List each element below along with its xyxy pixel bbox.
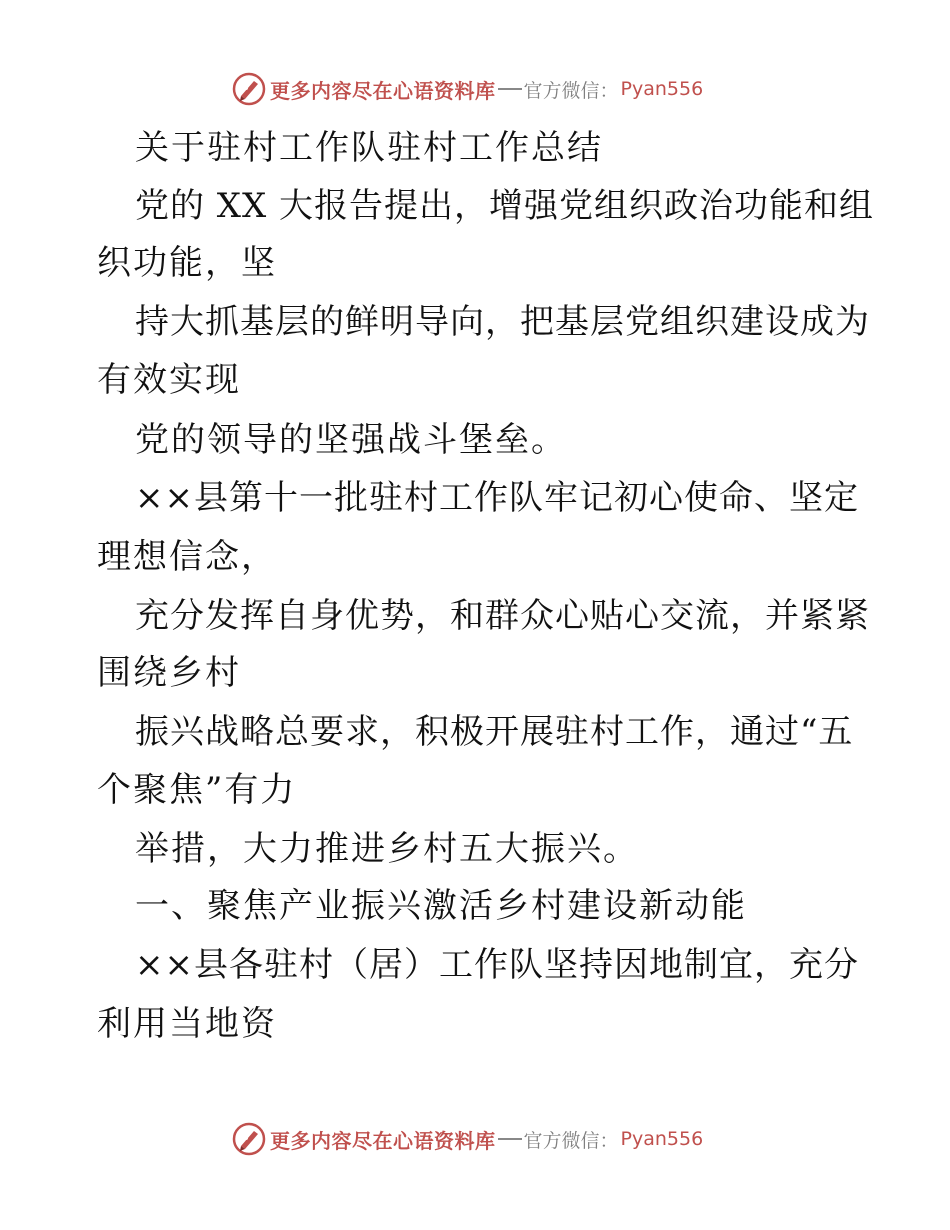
pen-logo-icon bbox=[232, 72, 266, 106]
watermark-footer bbox=[232, 1122, 732, 1156]
watermark-dash bbox=[498, 1138, 522, 1140]
watermark-id-text: Pyan556 bbox=[620, 1128, 704, 1150]
paragraph-line: 党的领导的坚强战斗堡垒。 bbox=[135, 420, 567, 460]
paragraph-line: 持大抓基层的鲜明导向，把基层党组织建设成为 bbox=[135, 302, 870, 342]
section-heading: 一、聚焦产业振兴激活乡村建设新动能 bbox=[135, 886, 747, 926]
watermark-dash bbox=[498, 88, 522, 90]
watermark-main-text: 更多内容尽在心语资料库 bbox=[270, 78, 496, 103]
paragraph-line: ××县第十一批驻村工作队牢记初心使命、坚定 bbox=[135, 478, 859, 518]
paragraph-line: 个聚焦”有力 bbox=[97, 770, 297, 810]
watermark-sub-text: 官方微信： bbox=[523, 79, 619, 102]
pen-logo-icon bbox=[232, 1122, 266, 1156]
watermark-sub-text: 官方微信： bbox=[523, 1129, 619, 1152]
watermark-header bbox=[232, 72, 732, 106]
document-title: 关于驻村工作队驻村工作总结 bbox=[135, 128, 603, 168]
paragraph-line: 利用当地资 bbox=[97, 1004, 277, 1044]
paragraph-line: 振兴战略总要求，积极开展驻村工作，通过“五 bbox=[135, 712, 854, 752]
paragraph-line: ××县各驻村（居）工作队坚持因地制宜，充分 bbox=[135, 945, 859, 985]
paragraph-line: 充分发挥自身优势，和群众心贴心交流，并紧紧 bbox=[135, 596, 870, 636]
paragraph-line: 有效实现 bbox=[97, 360, 241, 400]
watermark-main-text: 更多内容尽在心语资料库 bbox=[270, 1128, 496, 1153]
paragraph-line: 举措，大力推进乡村五大振兴。 bbox=[135, 829, 639, 869]
watermark-id-text: Pyan556 bbox=[620, 78, 704, 100]
paragraph-line: 理想信念， bbox=[97, 537, 277, 577]
paragraph-line: 围绕乡村 bbox=[97, 653, 241, 693]
paragraph-line: 织功能，坚 bbox=[97, 243, 277, 283]
paragraph-line: 党的 XX 大报告提出，增强党组织政治功能和组 bbox=[135, 186, 875, 226]
